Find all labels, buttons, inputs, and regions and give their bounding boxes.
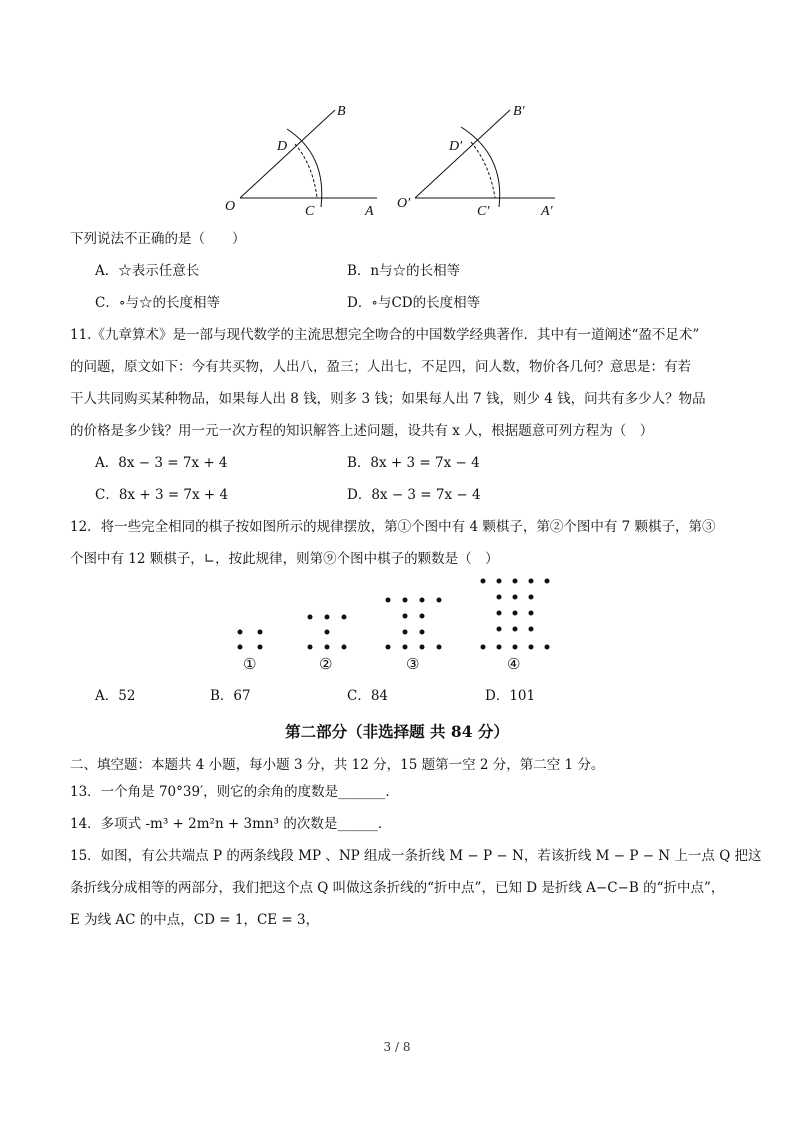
arc-c2d2 [461,127,500,207]
q15-line-1: 15．如图，有公共端点 P 的两条线段 MP 、NP 组成一条折线 M − P − N，若该折线 M − P − N 上一点 Q 把这 [70,848,762,864]
q10-option-b: B．n与☆的长相等 [347,263,461,279]
q10-stem: 下列说法不正确的是（ ） [70,231,246,247]
q11-option-b: B．8x + 3 = 7x − 4 [347,455,480,471]
pattern-label-2: ② [319,655,333,673]
angle-construction-figure [215,95,575,225]
q14: 14．多项式 -m³ + 2m²n + 3mn³ 的次数是______． [70,816,392,832]
q12-option-b: B．67 [210,688,251,704]
label-c2: C′ [477,204,490,219]
pattern-label-4: ④ [507,655,521,673]
q12-line-1: 12．将一些完全相同的棋子按如图所示的规律摆放，第①个图中有 4 颗棋子，第②个图中有 7 颗棋子，第③ [70,519,716,535]
label-d2: D′ [449,139,463,154]
q11-option-d: D．8x − 3 = 7x − 4 [347,487,481,503]
pattern-label-1: ① [243,655,257,673]
pattern-label-3: ③ [406,655,420,673]
label-a: A [365,204,374,219]
part2-title: 第二部分（非选择题 共 84 分） [285,722,509,741]
q10-option-a: A．☆表示任意长 [95,263,200,279]
chord-c2d2 [471,142,495,198]
pattern-1 [238,630,263,650]
label-o2: O′ [397,196,411,211]
pattern-4 [481,579,550,650]
q12-line-2: 个图中有 12 颗棋子，∟，按此规律，则第⑨个图中棋子的颗数是（ ） [70,551,499,567]
pattern-2 [308,615,347,650]
q11-option-c: C．8x + 3 = 7x + 4 [95,487,229,503]
page-number: 3 / 8 [383,1040,411,1054]
q12-option-a: A．52 [95,688,136,704]
chord-cd [295,144,317,198]
q15-line-3: E 为线 AC 的中点，CD = 1，CE = 3， [70,912,320,928]
q12-option-c: C．84 [347,688,389,704]
ray-o2b2 [415,110,510,198]
q11-line-3: 干人共同购买某种物品，如果每人出 8 钱，则多 3 钱；如果每人出 7 钱，则少 4 钱，问共有多少人？物品 [70,391,706,407]
label-b: B [337,104,346,119]
q12-option-d: D．101 [485,688,536,704]
q15-line-2: 条折线分成相等的两部分，我们把这个点 Q 叫做这条折线的“折中点”，已知 D 是折线 A−C−B 的“折中点”， [70,880,725,896]
chess-pattern-figure [225,572,570,677]
label-b2: B′ [513,104,525,119]
label-a2: A′ [541,204,553,219]
label-d: D [277,139,288,154]
q13: 13．一个角是 70°39′，则它的余角的度数是_______． [70,784,399,800]
label-o: O [225,199,236,214]
q11-line-1: 11.《九章算术》是一部与现代数学的主流思想完全吻合的中国数学经典著作．其中有一道阐述“盈不足术” [70,327,700,343]
label-c: C [305,204,315,219]
part2-instructions: 二、填空题：本题共 4 小题，每小题 3 分，共 12 分，15 题第一空 2 分，第二空 1 分。 [70,757,605,773]
pattern-3 [386,598,442,650]
q10-option-c: C．∘与☆的长度相等 [95,295,220,311]
q10-option-d: D．∘与CD的长度相等 [347,295,481,311]
ray-ob [240,110,335,198]
q11-line-2: 的问题，原文如下：今有共买物，人出八，盈三；人出七，不足四，问人数，物价各几何？意思是：有若 [70,359,691,375]
q11-option-a: A．8x − 3 = 7x + 4 [95,455,228,471]
q11-line-4: 的价格是多少钱？用一元一次方程的知识解答上述问题，设共有 x 人，根据题意可列方程为（ ） [70,423,654,439]
